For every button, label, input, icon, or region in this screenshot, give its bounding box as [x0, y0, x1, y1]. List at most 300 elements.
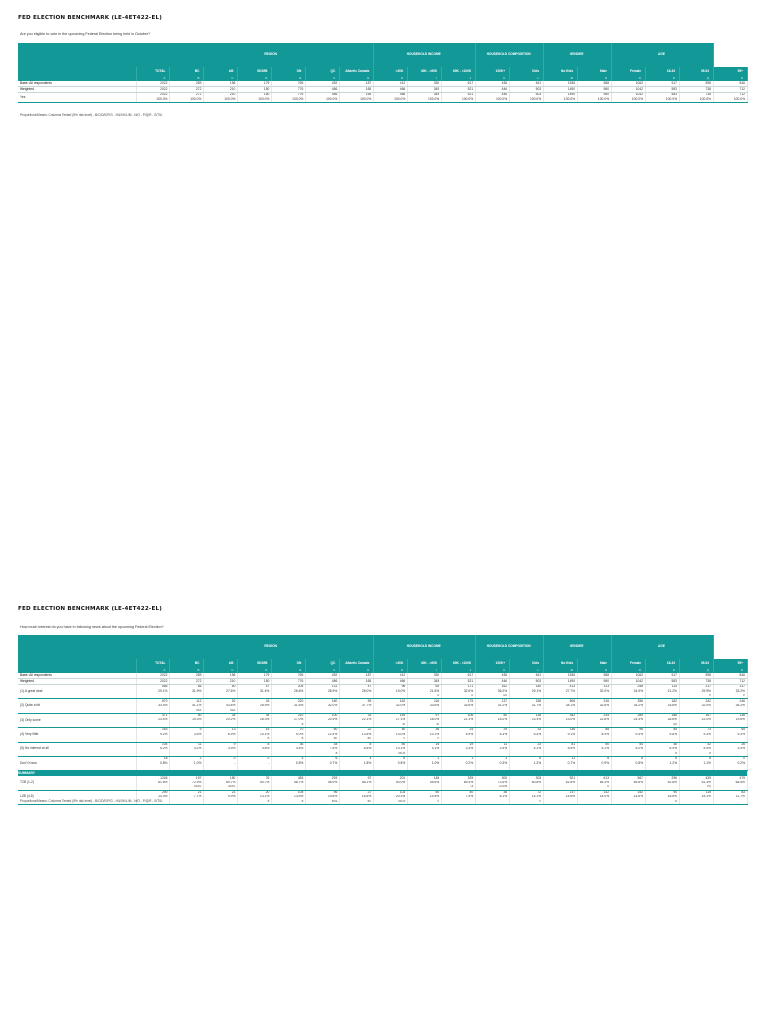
percent-cell: 19.3%	[170, 718, 204, 722]
percent-cell: 100.0%	[442, 97, 476, 102]
percent-cell: 0.5%	[374, 761, 408, 765]
percent-cell: 14.6%	[544, 795, 578, 799]
count-cell: 36	[476, 790, 510, 795]
column-header-row	[18, 67, 748, 76]
count-cell: 586	[136, 685, 170, 690]
percent-cell: 43.8%	[204, 704, 238, 708]
column-letter: D	[238, 668, 272, 673]
percent-cell: 28.0%	[408, 718, 442, 722]
column-letter: L	[510, 76, 544, 81]
percent-cell: 9.3%	[680, 733, 714, 737]
percent-cell: 32.0%	[374, 704, 408, 708]
count-cell: 15	[408, 742, 442, 747]
row-label: (1) A great deal	[18, 685, 136, 699]
count-cell: 1490	[544, 93, 578, 98]
percent-cell: 23.3%	[510, 718, 544, 722]
column-header: Female	[612, 67, 646, 76]
count-cell: 116	[408, 699, 442, 704]
count-cell: 583	[646, 93, 680, 98]
percent-cell: 34.2%	[612, 704, 646, 708]
percent-cell: 13.5%	[272, 795, 306, 799]
count-cell: 18	[136, 756, 170, 761]
base-cell: 165	[340, 87, 374, 93]
column-header: 60K - <100K	[442, 659, 476, 668]
significance-cell: HIJ	[476, 694, 510, 699]
count-cell: 521	[442, 93, 476, 98]
column-header: No Kids	[544, 659, 578, 668]
percent-cell: 6.9%	[646, 747, 680, 751]
count-cell: 137	[476, 699, 510, 704]
count-cell: 36	[272, 742, 306, 747]
group-header: GENDER	[544, 635, 612, 659]
percent-cell: 19.6%	[713, 718, 747, 722]
summary-label: SUMMARY	[18, 771, 748, 777]
count-cell: 80	[476, 713, 510, 718]
column-header: ON	[272, 67, 306, 76]
base-cell: 196	[204, 673, 238, 679]
group-header: AGE	[612, 635, 714, 659]
percent-cell: 16.6%	[646, 795, 680, 799]
count-cell: 329	[442, 776, 476, 780]
column-header: 40K - <60K	[408, 659, 442, 668]
percent-cell: 22.8%	[578, 718, 612, 722]
percent-cell: 33.4%	[136, 704, 170, 708]
count-cell: 42	[680, 742, 714, 747]
significance-cell: K	[408, 737, 442, 742]
header-blank	[18, 659, 136, 668]
count-cell: 97	[408, 713, 442, 718]
percent-cell: 59.8%	[612, 781, 646, 785]
base-cell: 412	[374, 81, 408, 87]
count-cell: 15	[238, 728, 272, 733]
count-cell: 237	[713, 685, 747, 690]
percent-cell: 34.1%	[544, 704, 578, 708]
question-text: How much interest do you have in following news about the upcoming Federal Election?	[20, 625, 164, 629]
percent-cell: 3.9%	[713, 747, 747, 751]
percent-cell: 14.0%	[578, 795, 612, 799]
significance-cell	[204, 799, 238, 804]
count-cell: 106	[442, 713, 476, 718]
percent-cell: 27.0%	[272, 718, 306, 722]
count-cell: 29	[476, 728, 510, 733]
column-letter: O	[612, 76, 646, 81]
count-cell: 2	[170, 756, 204, 761]
header-blank	[18, 43, 170, 67]
count-cell: 162	[476, 685, 510, 690]
base-cell: 1042	[612, 87, 646, 93]
percent-cell: 9.0%	[272, 733, 306, 737]
count-cell: 670	[136, 699, 170, 704]
percent-cell: 10.1%	[374, 747, 408, 751]
base-cell: 503	[510, 87, 544, 93]
significance-cell: R	[646, 751, 680, 756]
base-cell: 517	[646, 673, 680, 679]
percent-cell: 22.0%	[680, 718, 714, 722]
count-cell: 613	[578, 776, 612, 780]
column-header: 18-34	[646, 659, 680, 668]
count-cell: 182	[646, 699, 680, 704]
group-header-row	[18, 43, 748, 67]
column-letter: P	[646, 76, 680, 81]
row-label: Base: All respondents	[18, 673, 136, 679]
count-cell: 92	[204, 699, 238, 704]
count-cell: 180	[306, 699, 340, 704]
count-cell: 73	[680, 728, 714, 733]
base-cell: 738	[680, 679, 714, 685]
percent-cell: 69.7%	[204, 781, 238, 785]
percent-cell: 26.9%	[306, 689, 340, 693]
count-cell: 210	[204, 93, 238, 98]
count-cell: 150	[238, 93, 272, 98]
count-cell: 50	[408, 790, 442, 795]
count-cell: 47	[238, 685, 272, 690]
count-cell: 115	[680, 790, 714, 795]
column-letter: G	[340, 76, 374, 81]
percent-cell: 52.8%	[646, 781, 680, 785]
base-cell: 272	[170, 87, 204, 93]
count-cell: 86	[170, 685, 204, 690]
percent-cell: 6.3%	[476, 733, 510, 737]
percent-cell: 36.2%	[476, 689, 510, 693]
percent-cell: 1.2%	[646, 761, 680, 765]
percent-cell: 0.7%	[544, 761, 578, 765]
significance-cell	[578, 799, 612, 804]
column-header: TOTAL	[136, 67, 170, 76]
column-letter: P	[646, 668, 680, 673]
count-cell: 59	[340, 699, 374, 704]
percent-cell: 0.7%	[306, 761, 340, 765]
significance-cell	[442, 799, 476, 804]
percent-cell: 100.0%	[374, 97, 408, 102]
percent-cell: 72.9%	[170, 781, 204, 785]
percent-cell: 100.0%	[170, 97, 204, 102]
percent-cell: 9.9%	[204, 795, 238, 799]
significance-cell: H	[442, 694, 476, 699]
percent-cell: 9.8%	[646, 733, 680, 737]
count-cell: 183	[136, 728, 170, 733]
significance-cell	[170, 799, 204, 804]
base-cell: 461	[510, 673, 544, 679]
percent-cell: 32.6%	[442, 689, 476, 693]
base-cell: 486	[306, 87, 340, 93]
count-cell: 165	[340, 93, 374, 98]
count-cell: 20	[238, 790, 272, 795]
column-header: SK/MB	[238, 659, 272, 668]
significance-cell: QR	[646, 723, 680, 728]
significance-cell: BC	[340, 799, 374, 804]
count-cell: 197	[170, 776, 204, 780]
count-cell: 50	[170, 713, 204, 718]
count-cell: 217	[680, 685, 714, 690]
count-cell: 1246	[136, 776, 170, 780]
significance-cell: JK	[374, 723, 408, 728]
percent-cell: 100.0%	[306, 97, 340, 102]
percent-cell: 33.8%	[646, 704, 680, 708]
base-cell: 617	[442, 81, 476, 87]
percent-cell: 14.5%	[408, 795, 442, 799]
column-letter: F	[306, 668, 340, 673]
base-cell: 150	[238, 679, 272, 685]
count-cell: 188	[646, 713, 680, 718]
count-cell: 296	[646, 776, 680, 780]
count-cell: 8	[612, 756, 646, 761]
count-cell: 81	[544, 742, 578, 747]
percent-cell: 5.2%	[612, 747, 646, 751]
percent-cell: 14.1%	[510, 795, 544, 799]
base-cell: 210	[204, 679, 238, 685]
group-header-row	[18, 635, 748, 659]
base-cell: 846	[713, 673, 747, 679]
significance-cell: B	[306, 751, 340, 756]
percent-cell: 73.4%	[476, 781, 510, 785]
count-cell: 50	[578, 742, 612, 747]
column-header: 100K+	[476, 67, 510, 76]
percent-cell: 14.6%	[612, 795, 646, 799]
count-cell: 486	[306, 93, 340, 98]
count-cell: 21	[204, 790, 238, 795]
count-cell: 60	[306, 728, 340, 733]
count-cell: 105	[272, 790, 306, 795]
count-cell: 83	[713, 790, 747, 795]
percent-cell: 29.1%	[510, 689, 544, 693]
count-cell: 776	[272, 93, 306, 98]
count-cell: 8	[680, 756, 714, 761]
significance-cell: PQ	[680, 785, 714, 790]
count-cell: 446	[476, 93, 510, 98]
count-cell: 21	[170, 790, 204, 795]
group-header: HOUSEHOLD COMPOSITION	[476, 43, 544, 67]
percent-cell: 28.0%	[340, 689, 374, 693]
row-label: (2) Quite a bit	[18, 699, 136, 713]
base-cell: 196	[204, 81, 238, 87]
percent-cell: 55.6%	[408, 781, 442, 785]
column-letter: L	[510, 668, 544, 673]
column-header: 18-34	[646, 67, 680, 76]
base-cell: 968	[578, 81, 612, 87]
percent-cell: 64.3%	[578, 781, 612, 785]
count-cell: 171	[442, 685, 476, 690]
base-cell: 345	[408, 87, 442, 93]
count-cell: 246	[713, 699, 747, 704]
percent-cell: 10.1%	[238, 733, 272, 737]
base-cell: 2022	[136, 673, 170, 679]
base-cell: 1536	[544, 81, 578, 87]
count-cell: 300	[476, 776, 510, 780]
column-header: Female	[612, 659, 646, 668]
percent-cell: 21.2%	[646, 689, 680, 693]
column-letter: R	[713, 76, 747, 81]
percent-cell: 24.3%	[612, 718, 646, 722]
column-header: 40K - <60K	[408, 67, 442, 76]
percent-cell: 61.8%	[544, 781, 578, 785]
count-cell: 210	[272, 713, 306, 718]
count-cell: 921	[544, 776, 578, 780]
column-header: ON	[272, 659, 306, 668]
percent-cell: 33.6%	[442, 704, 476, 708]
significance-cell	[612, 799, 646, 804]
count-cell: 148	[408, 776, 442, 780]
percent-cell: 58.7%	[272, 781, 306, 785]
percent-cell: 9.2%	[136, 733, 170, 737]
count-cell: 150	[204, 776, 238, 780]
count-cell: 712	[713, 93, 747, 98]
group-header: HOUSEHOLD INCOME	[374, 43, 476, 67]
percent-cell: 100.0%	[476, 97, 510, 102]
column-header: QC	[306, 659, 340, 668]
base-cell: 776	[272, 87, 306, 93]
count-cell: 242	[680, 699, 714, 704]
percent-cell: 100.0%	[272, 97, 306, 102]
base-cell: 583	[646, 679, 680, 685]
percent-cell: 100.0%	[544, 97, 578, 102]
percent-cell: 9.1%	[544, 733, 578, 737]
column-header: QC	[306, 67, 340, 76]
significance-footnote: Proportions/Means: Columns Tested (5% risk level) - B/C/D/E/F/G - H/I/J/K/L/M - N/O - P/Q/R - S/T/U	[20, 799, 163, 803]
percent-cell: 100.0%	[612, 97, 646, 102]
percent-cell: 11.7%	[713, 795, 747, 799]
base-cell: 598	[680, 673, 714, 679]
base-cell: 968	[578, 673, 612, 679]
percent-cell: 23.0%	[544, 718, 578, 722]
percent-cell: 13.5%	[340, 733, 374, 737]
row-label: Yes	[18, 93, 136, 103]
column-letter: H	[374, 76, 408, 81]
count-cell: 60	[204, 685, 238, 690]
base-cell: 492	[306, 673, 340, 679]
percent-cell: 9.4%	[612, 733, 646, 737]
significance-cell: K	[374, 737, 408, 742]
significance-cell: DEF	[204, 708, 238, 713]
percent-cell: 32.0%	[680, 704, 714, 708]
count-cell: 6	[306, 756, 340, 761]
column-header: 60K - <100K	[442, 67, 476, 76]
count-cell: 290	[136, 790, 170, 795]
row-label: (4) Very little	[18, 728, 136, 742]
group-header: GENDER	[544, 43, 612, 67]
percent-cell: -	[204, 761, 238, 765]
count-cell: 150	[510, 685, 544, 690]
count-cell: 50	[374, 742, 408, 747]
base-cell: 289	[170, 81, 204, 87]
count-cell: 54	[612, 742, 646, 747]
percent-cell: 3.3%	[442, 747, 476, 751]
count-cell: 34	[306, 742, 340, 747]
group-header: HOUSEHOLD COMPOSITION	[476, 635, 544, 659]
percent-cell: 100.0%	[680, 97, 714, 102]
percent-cell: 28.6%	[646, 718, 680, 722]
count-cell: 47	[340, 685, 374, 690]
significance-cell: B	[238, 737, 272, 742]
count-cell: 50	[374, 728, 408, 733]
count-cell: 72	[510, 790, 544, 795]
percent-cell: 50.7%	[238, 781, 272, 785]
base-cell: 446	[476, 87, 510, 93]
percent-cell: 26.6%	[272, 689, 306, 693]
question-text: Are you eligible to vote in the upcoming Federal Election being held in October?	[20, 32, 151, 36]
percent-cell: 0.5%	[272, 761, 306, 765]
percent-cell: 4.1%	[510, 747, 544, 751]
base-cell: 980	[578, 87, 612, 93]
percent-cell: 8.1%	[476, 795, 510, 799]
base-cell: 446	[476, 679, 510, 685]
count-cell: 201	[374, 776, 408, 780]
percent-cell: 6.4%	[510, 733, 544, 737]
significance-cell: IJKLM	[374, 751, 408, 756]
count-cell: 22	[340, 728, 374, 733]
column-letter: J	[442, 668, 476, 673]
count-cell: 154	[374, 713, 408, 718]
significance-cell: H	[408, 694, 442, 699]
count-cell: 34	[204, 713, 238, 718]
count-cell: 158	[510, 699, 544, 704]
percent-cell: 1.1%	[680, 761, 714, 765]
percent-cell: 28.3%	[238, 718, 272, 722]
column-letter: I	[408, 76, 442, 81]
column-letter: K	[476, 76, 510, 81]
base-cell: 1062	[612, 673, 646, 679]
column-letter: M	[544, 76, 578, 81]
column-header: No Kids	[544, 67, 578, 76]
percent-cell: 13.1%	[238, 795, 272, 799]
percent-cell: 27.6%	[204, 689, 238, 693]
column-letter: E	[272, 76, 306, 81]
count-cell: 293	[306, 776, 340, 780]
column-letter: M	[544, 668, 578, 673]
percent-cell: 31.6%	[272, 704, 306, 708]
count-cell: 13	[204, 728, 238, 733]
base-cell: 466	[374, 87, 408, 93]
count-cell: 33	[340, 713, 374, 718]
count-cell: 6	[510, 756, 544, 761]
percent-cell: 3.5%	[170, 733, 204, 737]
group-header: AGE	[612, 43, 714, 67]
significance-cell: B	[272, 799, 306, 804]
significance-cell: BC	[340, 737, 374, 742]
column-header: 55+	[713, 659, 747, 668]
count-cell: 36	[408, 728, 442, 733]
count-cell: 413	[544, 685, 578, 690]
percent-cell: 4.8%	[238, 747, 272, 751]
row-label: Base: All respondents	[18, 81, 136, 87]
column-letter: C	[204, 668, 238, 673]
percent-cell: 4.1%	[408, 747, 442, 751]
count-cell: 26	[713, 742, 747, 747]
column-letter: R	[713, 668, 747, 673]
count-cell: 167	[680, 713, 714, 718]
percent-cell: 100.0%	[136, 97, 170, 102]
percent-cell: 4.2%	[170, 747, 204, 751]
count-cell: 0	[204, 756, 238, 761]
count-cell: 9	[204, 742, 238, 747]
row-label: T2B (1-2)	[18, 776, 136, 790]
count-cell: 114	[646, 685, 680, 690]
base-cell: 272	[170, 679, 204, 685]
significance-cell: O	[578, 785, 612, 790]
column-letter: Q	[680, 668, 714, 673]
percent-cell: 32.0%	[306, 704, 340, 708]
base-cell: 436	[476, 673, 510, 679]
percent-cell: 35.2%	[713, 704, 747, 708]
count-cell: 55	[646, 728, 680, 733]
count-cell: 65	[713, 728, 747, 733]
percent-cell: 8.5%	[340, 747, 374, 751]
significance-cell: JK	[408, 723, 442, 728]
column-header-row	[18, 659, 748, 668]
base-cell: 187	[340, 81, 374, 87]
column-letter: N	[578, 76, 612, 81]
count-cell: 471	[136, 713, 170, 718]
count-cell: 175	[442, 699, 476, 704]
